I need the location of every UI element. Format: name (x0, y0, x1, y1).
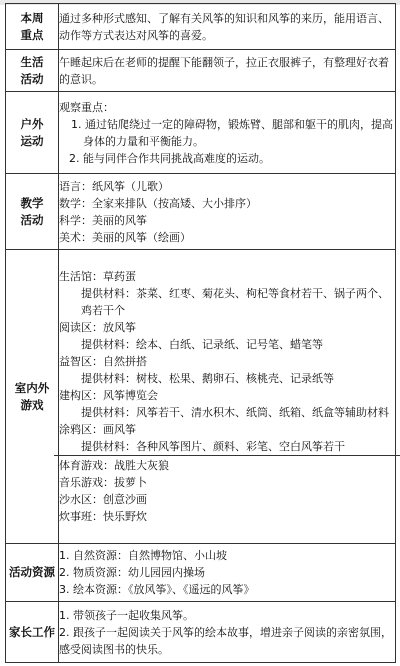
outdoor-heading: 观察重点： (59, 100, 114, 114)
outdoor-item: 1. 通过钻爬绕过一定的障碍物，锻炼臂、腿部和躯干的肌肉，提高身体的力量和平衡能力。 (71, 117, 393, 148)
row-activity-resources (6, 544, 396, 602)
row-label-weekly-focus (6, 4, 59, 50)
label-line: 活动 (20, 212, 44, 227)
label-line: 本周 (20, 10, 44, 25)
row-label-life-activity (6, 50, 59, 92)
row-weekly-focus (6, 4, 396, 50)
life-text: 午睡起床后在老师的提醒下能翻领子，拉正衣服裤子，有整理好衣着的意识。 (59, 55, 389, 86)
row-indoor-outdoor-games (6, 250, 396, 544)
teaching-item: 语言：纸风筝（儿歌） (59, 179, 169, 193)
row-content-indoor-outdoor-games (59, 250, 396, 544)
area-materials: 提供材料：茶菜、红枣、菊花头、枸杞等食材若干、锅子两个、鸡若干个 (81, 287, 389, 317)
area-title: 建构区：风筝博览会 (59, 389, 158, 402)
area-materials: 提供材料：各种风筝图片、颜料、彩笔、空白风筝若干 (81, 440, 345, 453)
parent-item: 2. 跟孩子一起阅读关于风筝的绘本故事，增进亲子阅读的亲密氛围，感受阅读图书的快乐。 (59, 625, 392, 656)
outdoor-games-section (54, 455, 400, 525)
label-line: 活动资源 (9, 565, 55, 579)
parent-item: 1. 带领孩子一起收集风筝。 (59, 608, 194, 622)
label-line: 家长工作 (9, 624, 55, 639)
area-title: 益智区：自然拼搭 (59, 355, 147, 368)
row-life-activity (6, 50, 396, 92)
area-materials: 提供材料：绘本、白纸、记录纸、记号笔、蜡笔等 (81, 338, 323, 351)
resource-item: 3. 绘本资源：《放风筝》、《遥远的风筝》 (59, 583, 255, 596)
resource-item: 2. 物质资源：幼儿园园内操场 (59, 566, 205, 579)
outdoor-game-item: 炊事班：快乐野炊 (59, 510, 147, 523)
row-content-weekly-focus (59, 4, 396, 50)
outdoor-game-item: 体育游戏：战胜大灰狼 (59, 459, 169, 472)
label-line: 运动 (20, 133, 44, 148)
row-label-activity-resources (6, 544, 59, 602)
label-line: 户外 (20, 116, 44, 131)
outdoor-game-item: 沙水区：创意沙画 (59, 493, 147, 506)
row-content-outdoor-sports (59, 92, 396, 174)
area-title: 阅读区：放风筝 (59, 321, 136, 334)
area-materials: 提供材料：风筝若干、清水积木、纸筒、纸箱、纸盒等辅助材料 (81, 406, 389, 419)
area-title: 涂鸦区：画风筝 (59, 423, 136, 436)
teaching-item: 数学：全家来排队（按高矮、大小排序） (59, 196, 257, 210)
row-content-parent-work (59, 602, 396, 663)
row-outdoor-sports (6, 92, 396, 174)
outdoor-game-item: 音乐游戏：拔萝卜 (59, 476, 147, 489)
label-line: 生活 (20, 54, 44, 69)
focus-text: 通过多种形式感知、了解有关风筝的知识和风筝的来历，能用语言、动作等方式表达对风筝的喜爱。 (59, 11, 389, 42)
teaching-item: 美术：美丽的风筝（绘画） (59, 230, 191, 244)
row-label-indoor-outdoor-games (6, 250, 59, 544)
label-line: 重点 (20, 27, 44, 42)
label-line: 室内外 (14, 380, 50, 395)
label-line: 教学 (20, 195, 44, 210)
row-parent-work (6, 602, 396, 663)
area-materials: 提供材料：树枝、松果、鹅卵石、核桃壳、记录纸等 (81, 372, 334, 385)
outdoor-item: 2. 能与同伴合作共同挑战高难度的运动。 (69, 151, 270, 165)
row-teaching-activity (6, 174, 396, 250)
row-label-outdoor-sports (6, 92, 59, 174)
label-line: 游戏 (20, 397, 44, 412)
row-content-teaching-activity (59, 174, 396, 250)
weekly-plan-table (5, 3, 396, 663)
resource-item: 1. 自然资源：自然博物馆、小山坡 (59, 549, 227, 562)
row-label-parent-work (6, 602, 59, 663)
label-line: 活动 (20, 71, 44, 86)
row-content-activity-resources (59, 544, 396, 602)
row-content-life-activity (59, 50, 396, 92)
row-label-teaching-activity (6, 174, 59, 250)
area-title: 生活馆：草药蛋 (59, 270, 136, 283)
teaching-item: 科学：美丽的风筝 (59, 213, 147, 227)
